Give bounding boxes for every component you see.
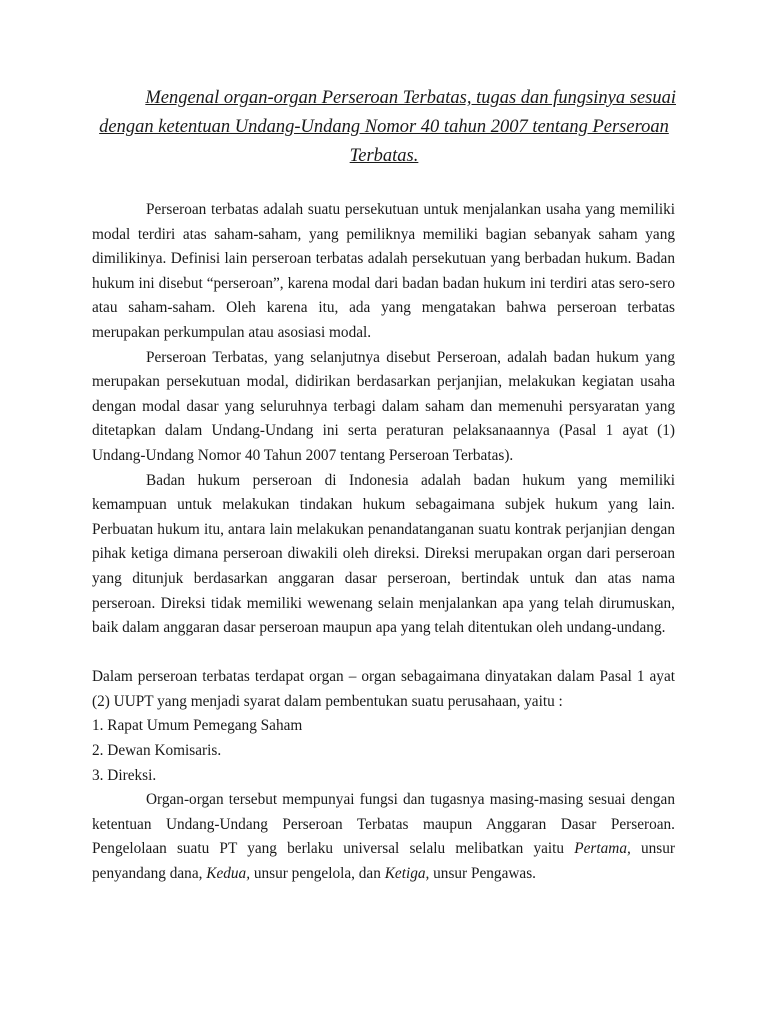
closing-text-4: unsur Pengawas.: [429, 865, 536, 883]
closing-pertama: Pertama,: [574, 840, 631, 858]
closing-text-2: unsur penyandang dana,: [92, 840, 675, 883]
document-title: [92, 84, 676, 171]
paragraph-legal-definition: Perseroan Terbatas, yang selanjutnya disebut Perseroan, adalah badan hukum yang merupakan persekutuan modal, didirikan berdasarkan perjanjian, melakukan kegiatan usaha dengan modal dasar yang seluruhnya terbagi dalam saham dan memenuhi persyaratan yang ditetapkan dalam Undang-Undang ini serta peraturan pelaksanaannya (Pasal 1 ayat (1) Undang-Undang Nomor 40 Tahun 2007 tentang Perseroan Terbatas).: [92, 348, 675, 464]
paragraph-legal-entity: Badan hukum perseroan di Indonesia adalah badan hukum yang memiliki kemampuan untuk melakukan tindakan hukum sebagaimana subjek hukum yang lain. Perbuatan hukum itu, antara lain melakukan penandatanganan suatu kontrak perjanjian dengan pihak ketiga dimana perseroan diwakili oleh direksi. Direksi merupakan organ dari perseroan yang ditunjuk berdasarkan anggaran dasar perseroan, bertindak untuk dan atas nama perseroan. Direksi tidak memiliki wewenang selain menjalankan apa yang telah dirumuskan, baik dalam anggaran dasar perseroan maupun apa yang telah ditentukan oleh undang-undang.: [92, 471, 675, 637]
title-line-1: Mengenal organ-organ Perseroan Terbatas, tugas dan fungsinya sesuai: [145, 88, 676, 108]
title-line-2: dengan ketentuan Undang-Undang Nomor 40 tahun 2007 tentang Perseroan: [99, 117, 669, 137]
organ-list-item-rups: 1. Rapat Umum Pemegang Saham: [92, 717, 303, 735]
organs-intro: Dalam perseroan terbatas terdapat organ – organ sebagaimana dinyatakan dalam Pasal 1 ayat (2) UUPT yang menjadi syarat dalam pembentukan suatu perusahaan, yaitu :: [92, 668, 675, 710]
document-body: [92, 198, 675, 887]
paragraph-closing: [92, 788, 675, 886]
title-line-3: Terbatas.: [349, 146, 419, 166]
paragraph-definition: Perseroan terbatas adalah suatu persekutuan untuk menjalankan usaha yang memiliki modal terdiri atas saham-saham, yang pemiliknya memiliki bagian sebanyak saham yang dimilikinya. Definisi lain perseroan terbatas adalah persekutuan yang berbadan hukum. Badan hukum ini disebut “perseroan”, karena modal dari badan badan hukum ini terdiri atas sero-sero atau saham-saham. Oleh karena itu, ada yang mengatakan bahwa perseroan terbatas merupakan perkumpulan atau asosiasi modal.: [92, 201, 675, 341]
closing-text-1: Organ-organ tersebut mempunyai fungsi dan tugasnya masing-masing sesuai dengan ketentuan Undang-Undang Perseroan Terbatas maupun Anggaran Dasar Perseroan. Pengelolaan suatu PT yang berlaku universal selalu melibatkan yaitu: [92, 791, 675, 858]
closing-text-3: unsur pengelola, dan: [250, 865, 385, 883]
organ-list-item-komisaris: 2. Dewan Komisaris.: [92, 742, 222, 760]
organ-list-item-direksi: 3. Direksi.: [92, 766, 157, 784]
closing-kedua: Kedua,: [206, 865, 251, 883]
paragraph-spacer: [92, 641, 675, 666]
closing-ketiga: Ketiga,: [384, 865, 430, 883]
